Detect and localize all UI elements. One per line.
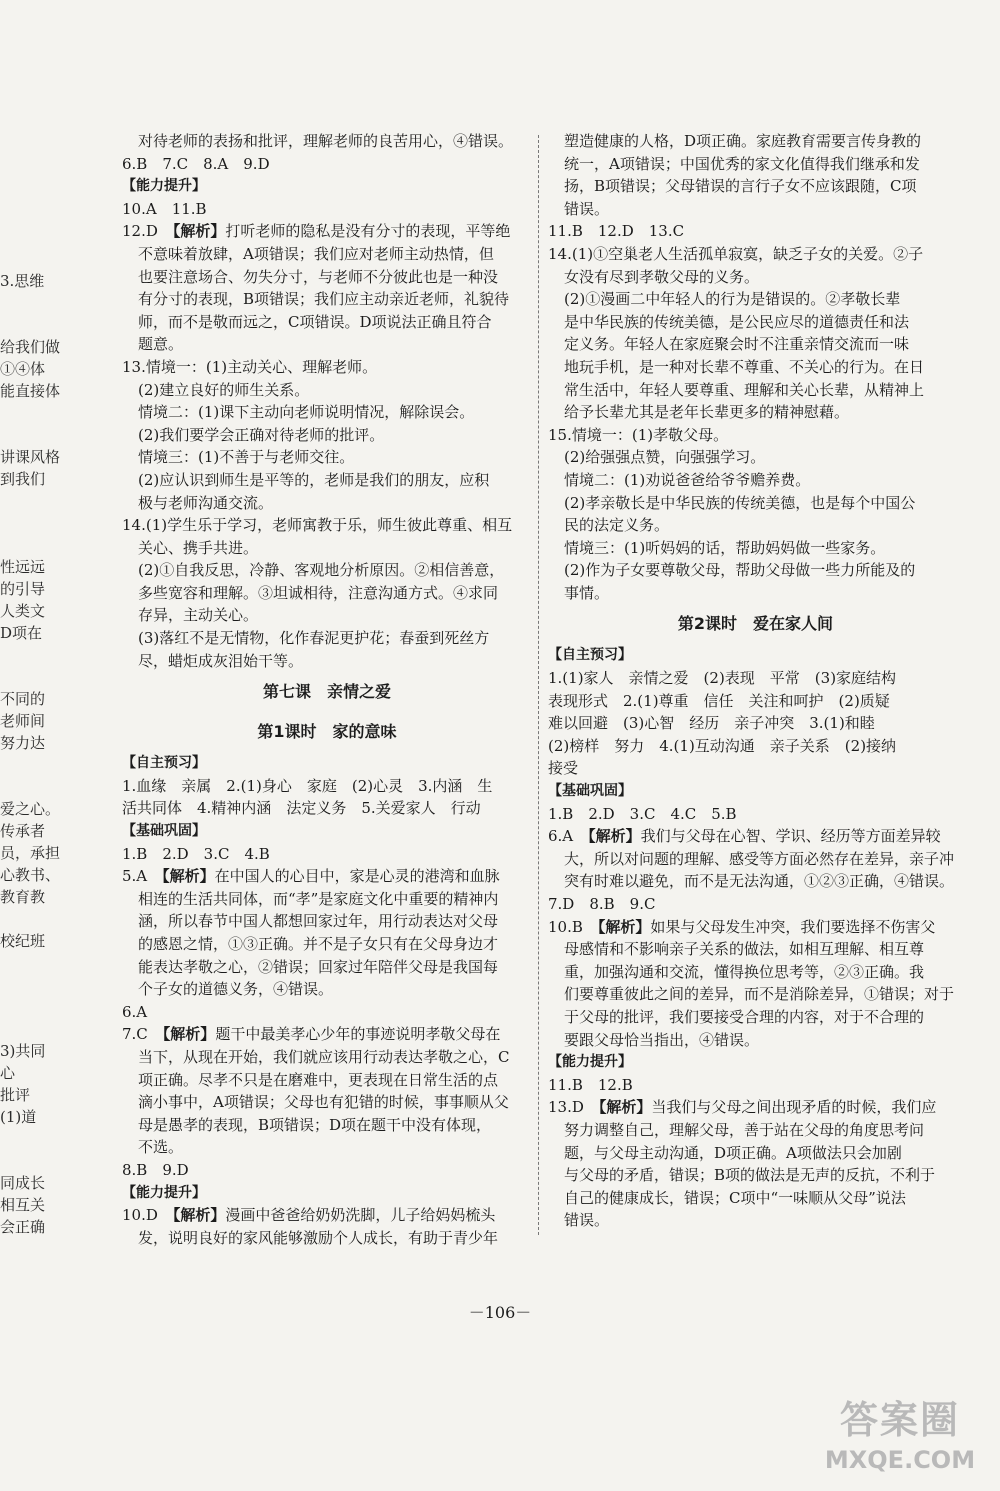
section-heading: 【基础巩固】	[122, 823, 206, 840]
answer-line: 1.血缘 亲属 2.(1)身心 家庭 (2)心灵 3.内涵 生	[122, 776, 493, 795]
answer-line: 多些宽容和理解。③坦诚相待，注意沟通方式。④求同	[138, 583, 499, 602]
section-heading: 【能力提升】	[122, 1184, 206, 1201]
answer-line: (2)我们要学会正确对待老师的批评。	[138, 425, 385, 444]
answer-line: (2)应认识到师生是平等的，老师是我们的朋友，应积	[138, 470, 490, 489]
edge-fragment: 给我们做	[0, 338, 61, 356]
edge-fragment	[0, 512, 62, 534]
answer-line: 母感情和不影响亲子关系的做法，如相互理解、相互尊	[564, 940, 925, 959]
edge-fragment	[0, 952, 62, 974]
answer-line: 极与老师沟通交流。	[138, 493, 274, 512]
lesson-title: 第1课时 家的意味	[257, 722, 397, 742]
edge-fragment: 传承者	[0, 822, 46, 840]
answer-line	[548, 1096, 963, 1119]
edge-fragment	[0, 908, 62, 930]
watermark-logo	[810, 1395, 990, 1485]
answer-line: 当下，从现在开始，我们就应该用行动表达孝敬之心，C	[138, 1047, 510, 1066]
edge-fragment: 爱之心。	[0, 800, 61, 818]
answer-line: 8.B 9.D	[122, 1160, 189, 1179]
answer-line: 情境三：(1)不善于与老师交往。	[138, 448, 355, 467]
edge-fragment	[0, 424, 62, 446]
answer-line: 女没有尽到孝敬父母的义务。	[564, 267, 760, 286]
edge-fragment: 员，承担	[0, 844, 61, 862]
lesson-title: 第2课时 爱在家人间	[677, 614, 834, 634]
page-number: －106－	[468, 1303, 532, 1322]
edge-fragment: 教育教	[0, 888, 46, 906]
edge-fragment	[0, 666, 62, 688]
question-number: 5.A	[122, 867, 163, 886]
section-heading: 【能力提升】	[122, 178, 206, 195]
answer-line	[122, 220, 532, 243]
edge-fragment: 会正确	[0, 1218, 46, 1236]
answer-line: 活共同体 4.精神内涵 法定义务 5.关爱家人 行动	[122, 799, 481, 818]
answer-line: 关心、携手共进。	[138, 538, 259, 557]
section-heading: 【基础巩固】	[548, 783, 632, 800]
analysis-label: 【解析】	[162, 867, 215, 886]
answer-line: 项正确。尽孝不只是在磨难中，更表现在日常生活的点	[138, 1070, 499, 1089]
answer-line: 的感恩之情，①③正确。并不是子女只有在父母身边才	[138, 935, 499, 953]
edge-fragment	[0, 1150, 62, 1172]
section-heading: 【自主预习】	[122, 755, 206, 772]
edge-fragment	[0, 534, 62, 556]
answer-line: 情境二：(1)劝说爸爸给爷爷赡养费。	[564, 470, 811, 489]
question-number: 13.D	[548, 1098, 599, 1117]
answer-line: 母是愚孝的表现，B项错误；D项在题干中没有体现，	[138, 1115, 492, 1134]
question-number: 12.D	[122, 222, 173, 241]
answer-line: 们要尊重彼此之间的差异，而不是消除差异，①错误；对于	[564, 985, 955, 1004]
answer-line: 定义务。年轻人在家庭聚会时不注重亲情交流而一味	[564, 335, 910, 354]
answer-line: 常生活中，年轻人要尊重、理解和关心长辈，从精神上	[564, 380, 925, 399]
edge-fragment	[0, 644, 62, 666]
analysis-text: 如果与父母发生冲突，我们要选择不伤害父	[650, 917, 936, 936]
answer-line: 表现形式 2.(1)尊重 信任 关注和呵护 (2)质疑	[548, 691, 890, 710]
question-number: 10.B	[548, 917, 598, 936]
answer-line: 于父母的批评，我们要接受合理的内容，对于不合理的	[564, 1007, 925, 1026]
answer-line: 能表达孝敬之心，②错误；回家过年陪伴父母是我国每	[138, 957, 499, 976]
answer-line: 自己的健康成长，错误；C项中“一味顺从父母”说法	[564, 1188, 906, 1207]
answer-line	[122, 1204, 532, 1227]
edge-fragment: 3.思维	[0, 272, 45, 290]
edge-fragment: 3)共同	[0, 1042, 46, 1060]
question-number: 10.D	[122, 1206, 173, 1225]
analysis-label: 【解析】	[172, 222, 226, 241]
answer-line: 11.B 12.D 13.C	[548, 222, 685, 241]
edge-fragment: 心教书、	[0, 866, 61, 884]
answer-line: 大，所以对问题的理解、感受等方面必然存在差异，亲子冲	[564, 849, 955, 868]
answer-line: 扬，B项错误；父母错误的言行子女不应该跟随，C项	[564, 177, 917, 196]
answer-line: 对待老师的表扬和批评，理解老师的良苦用心，④错误。	[138, 132, 514, 150]
analysis-text: 题干中最美孝心少年的事迹说明孝敬父母在	[215, 1025, 501, 1044]
edge-fragment: 人类文	[0, 602, 46, 620]
answer-line: 接受	[548, 759, 579, 778]
answer-line: 1.B 2.D 3.C 4.B	[122, 844, 270, 863]
section-heading: 【能力提升】	[548, 1054, 632, 1071]
analysis-text: 当我们与父母之间出现矛盾的时候，我们应	[651, 1098, 937, 1117]
edge-fragment	[0, 292, 62, 314]
edge-fragment: 讲课风格	[0, 448, 61, 466]
answer-line: 14.(1)学生乐于学习，老师寓教于乐，师生彼此尊重、相互	[122, 516, 513, 535]
answer-line: 是中华民族的传统美德，是公民应尽的道德责任和法	[564, 312, 910, 331]
edge-fragment: 老师间	[0, 712, 46, 730]
cropped-previous-page-column	[0, 270, 62, 1238]
edge-fragment	[0, 996, 62, 1018]
edge-fragment: 批评	[0, 1086, 31, 1104]
answer-line: 发，说明良好的家风能够激励个人成长，有助于青少年	[138, 1228, 499, 1247]
answer-line: (2)榜样 努力 4.(1)互动沟通 亲子关系 (2)接纳	[548, 736, 897, 755]
edge-fragment: 能直接体	[0, 382, 61, 400]
answer-line: 14.(1)①空巢老人生活孤单寂寞，缺乏子女的关爱。②子	[548, 244, 924, 263]
answer-line	[548, 916, 963, 939]
answer-line: 民的法定义务。	[564, 516, 670, 535]
edge-fragment: 校纪班	[0, 932, 46, 950]
edge-fragment: 性远远	[0, 558, 46, 576]
answer-line	[548, 825, 963, 848]
answer-line: 滴小事中，A项错误；父母也有犯错的时候，事事顺从父	[138, 1093, 509, 1112]
answer-line: 相连的生活共同体，而“孝”是家庭文化中重要的精神内	[138, 889, 499, 908]
answer-line: 1.(1)家人 亲情之爱 (2)表现 平常 (3)家庭结构	[548, 669, 897, 688]
analysis-text: 我们与父母在心智、学识、经历等方面差异较	[640, 827, 941, 846]
answer-line: 情境二：(1)课下主动向老师说明情况，解除误会。	[138, 403, 475, 422]
answer-line: 7.D 8.B 9.C	[548, 895, 656, 913]
answer-line: 6.B 7.C 8.A 9.D	[122, 154, 270, 173]
answer-line: (2)给强强点赞，向强强学习。	[564, 448, 766, 467]
edge-fragment: D项在	[0, 624, 43, 642]
answer-line	[122, 1023, 532, 1046]
edge-fragment	[0, 754, 62, 776]
answer-line: (2)①自我反思，冷静、客观地分析原因。②相信善意，	[138, 561, 505, 580]
answer-line: 情境三：(1)听妈妈的话，帮助妈妈做一些家务。	[564, 538, 886, 557]
column-divider	[538, 135, 539, 1235]
edge-fragment	[0, 974, 62, 996]
analysis-label: 【解析】	[597, 917, 651, 936]
answer-line: 难以回避 (3)心智 经历 亲子冲突 3.(1)和睦	[548, 714, 875, 733]
answer-line: 11.B 12.B	[548, 1075, 633, 1094]
edge-fragment: 相互关	[0, 1196, 46, 1214]
edge-fragment: 到我们	[0, 470, 46, 488]
section-heading: 【自主预习】	[548, 647, 632, 664]
answer-line: 地玩手机，是一种对长辈不尊重、不关心的行为。在日	[564, 357, 925, 376]
analysis-text: 在中国人的心目中，家是心灵的港湾和血脉	[214, 867, 500, 886]
answer-line: 给予长辈尤其是老年长辈更多的精神慰藉。	[564, 403, 850, 422]
edge-fragment	[0, 1018, 62, 1040]
analysis-text: 打听老师的隐私是没有分寸的表现，平等绝	[225, 222, 511, 241]
edge-fragment	[0, 1128, 62, 1150]
answer-line: 重，加强沟通和交流，懂得换位思考等，②③正确。我	[564, 962, 925, 981]
answer-line: (2)作为子女要尊敬父母，帮助父母做一些力所能及的	[564, 561, 916, 580]
question-number: 6.A	[548, 827, 589, 846]
analysis-label: 【解析】	[162, 1025, 216, 1044]
answer-line: 统一，A项错误；中国优秀的家文化值得我们继承和发	[564, 154, 920, 173]
question-number: 7.C	[122, 1025, 163, 1044]
answer-line: 涵，所以春节中国人都想回家过年，用行动表达对父母	[138, 912, 499, 931]
answer-line: 师，而不是敬而远之，C项错误。D项说法正确且符合	[138, 312, 492, 331]
answer-line	[122, 865, 532, 888]
edge-fragment	[0, 490, 62, 512]
answer-line: 努力调整自己，理解父母，善于站在父母的角度思考问	[564, 1120, 925, 1139]
answer-line: 塑造健康的人格，D项正确。家庭教育需要言传身教的	[564, 132, 922, 150]
right-answer-column	[548, 130, 963, 1232]
answer-line: 事情。	[564, 583, 610, 602]
analysis-text: 漫画中爸爸给奶奶洗脚，儿子给妈妈梳头	[225, 1206, 496, 1225]
edge-fragment: 的引导	[0, 580, 46, 598]
answer-line: 不意味着放肆，A项错误；我们应对老师主动热情，但	[138, 244, 494, 263]
answer-line: 要跟父母恰当指出，④错误。	[564, 1030, 760, 1049]
edge-fragment	[0, 402, 62, 424]
left-answer-column	[122, 130, 532, 1249]
answer-line: (2)孝亲敬长是中华民族的传统美德，也是每个中国公	[564, 493, 916, 512]
analysis-label: 【解析】	[588, 827, 641, 846]
answer-line: 存异，主动关心。	[138, 606, 259, 625]
edge-fragment	[0, 314, 62, 336]
edge-fragment: 心	[0, 1064, 16, 1082]
answer-line: (3)落红不是无情物，化作春泥更护花；春蚕到死丝方	[138, 629, 490, 648]
answer-line: 6.A	[122, 1002, 148, 1021]
answer-line: 1.B 2.D 3.C 4.C 5.B	[548, 804, 737, 823]
lesson-title: 第七课 亲情之爱	[262, 682, 391, 702]
answer-line: 题，与父母主动沟通，D项正确。A项做法只会加剧	[564, 1143, 902, 1162]
answer-line: 题意。	[138, 335, 184, 354]
edge-fragment: (1)道	[0, 1108, 37, 1126]
edge-fragment: ①④体	[0, 360, 46, 378]
answer-line: 15.情境一：(1)孝敬父母。	[548, 425, 729, 444]
answer-line: 10.A 11.B	[122, 199, 207, 218]
analysis-label: 【解析】	[172, 1206, 226, 1225]
answer-line: 尽，蜡炬成灰泪始干等。	[138, 651, 304, 670]
answer-line: (2)①漫画二中年轻人的行为是错误的。②孝敬长辈	[564, 290, 901, 309]
answer-line: 不选。	[138, 1138, 184, 1157]
watermark-url: MXQE.COM	[824, 1446, 976, 1474]
edge-fragment: 不同的	[0, 690, 46, 708]
answer-line: 也要注意场合、勿失分寸，与老师不分彼此也是一种没	[138, 267, 499, 286]
answer-line: 突有时难以避免，而不是无法沟通，①②③正确，④错误。	[564, 872, 955, 891]
analysis-label: 【解析】	[598, 1098, 652, 1117]
answer-line: 与父母的矛盾，错误；B项的做法是无声的反抗，不利于	[564, 1166, 936, 1185]
edge-fragment: 努力达	[0, 734, 46, 752]
edge-fragment: 同成长	[0, 1174, 46, 1192]
watermark-title: 答案圈	[839, 1398, 960, 1442]
answer-line: 有分寸的表现，B项错误；我们应主动亲近老师，礼貌待	[138, 290, 510, 309]
answer-line: 个子女的道德义务，④错误。	[138, 980, 334, 999]
edge-fragment	[0, 776, 62, 798]
answer-line: 错误。	[564, 199, 610, 218]
answer-line: 错误。	[564, 1211, 610, 1230]
answer-line: (2)建立良好的师生关系。	[138, 380, 310, 399]
answer-line: 13.情境一：(1)主动关心、理解老师。	[122, 357, 378, 376]
